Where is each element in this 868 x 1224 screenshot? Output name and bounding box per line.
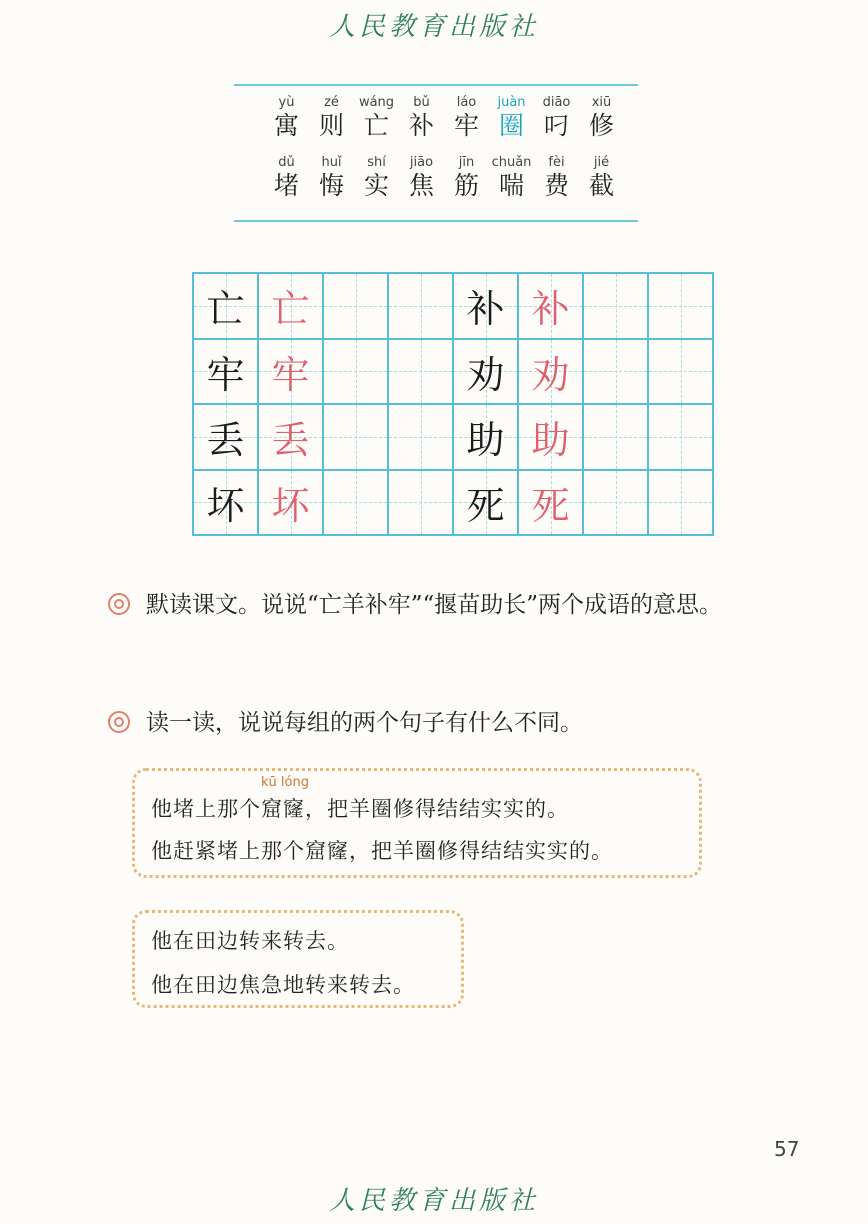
model-character: 丢 — [271, 418, 310, 463]
practice-character: 死 — [466, 483, 505, 528]
vocab-word — [534, 94, 579, 141]
vocab-word — [354, 154, 399, 201]
vocab-pinyin: chuǎn — [491, 155, 532, 170]
instruction-1 — [108, 580, 806, 630]
sentence: 他在田边转来转去。 — [151, 929, 349, 953]
vocab-word — [579, 154, 624, 201]
grid-cell — [518, 404, 583, 470]
vocab-character: 截 — [588, 171, 614, 200]
model-character: 死 — [531, 483, 570, 528]
vocab-character: 实 — [363, 171, 389, 200]
grid-cell — [518, 273, 583, 339]
character-writing-grid — [192, 272, 714, 536]
vocab-word — [489, 94, 534, 141]
vocab-pinyin: dǔ — [278, 155, 295, 170]
grid-cell — [258, 339, 323, 405]
grid-cell — [583, 273, 648, 339]
grid-cell — [193, 404, 258, 470]
sentence-group-1 — [132, 768, 702, 878]
vocab-character: 牢 — [453, 111, 479, 140]
vocab-character: 费 — [543, 171, 569, 200]
vocab-pinyin: huǐ — [321, 155, 342, 170]
model-character: 亡 — [271, 287, 310, 332]
vocab-pinyin: wáng — [358, 95, 395, 110]
vocab-row-2 — [264, 154, 624, 201]
vocab-word — [399, 94, 444, 141]
grid-cell — [648, 339, 713, 405]
vocab-character: 筋 — [453, 171, 479, 200]
grid-cell — [453, 273, 518, 339]
vocab-pinyin: xiū — [591, 95, 612, 110]
vocab-character: 喘 — [498, 171, 524, 200]
page-number: 57 — [774, 1137, 800, 1161]
model-character: 牢 — [271, 352, 310, 397]
seal-bullet-icon — [108, 593, 130, 615]
vocab-word — [309, 154, 354, 201]
grid-cell — [258, 273, 323, 339]
grid-cell — [193, 470, 258, 536]
publisher-footer: 人民教育出版社 — [328, 1186, 539, 1216]
practice-character: 劝 — [466, 352, 505, 397]
vocab-word — [444, 94, 489, 141]
sentence: 他在田边焦急地转来转去。 — [151, 973, 415, 997]
vocab-word — [444, 154, 489, 201]
instruction-text: 默读课文。说说“亡羊补牢”“揠苗助长”两个成语的意思。 — [146, 592, 723, 618]
vocab-pinyin: shí — [367, 155, 386, 170]
instruction-2 — [108, 698, 806, 748]
vocab-pinyin: jīn — [458, 155, 475, 170]
model-character: 坏 — [271, 483, 310, 528]
vocab-character: 堵 — [273, 171, 299, 200]
vocab-pinyin: bǔ — [413, 95, 430, 110]
vocab-character: 修 — [588, 111, 614, 140]
grid-cell — [648, 273, 713, 339]
vocab-character: 圈 — [498, 111, 524, 140]
vocab-character: 悔 — [318, 171, 344, 200]
grid-cell — [453, 339, 518, 405]
grid-cell — [583, 404, 648, 470]
instruction-text: 读一读，说说每组的两个句子有什么不同。 — [146, 710, 583, 736]
vocab-word — [489, 154, 534, 201]
vocab-character: 焦 — [408, 171, 434, 200]
grid-cell — [323, 404, 388, 470]
vocab-character: 亡 — [363, 111, 389, 140]
practice-character: 坏 — [206, 483, 245, 528]
vocab-pinyin: diāo — [542, 95, 571, 110]
vocab-character: 则 — [318, 111, 344, 140]
vocab-character: 补 — [408, 111, 434, 140]
publisher-header: 人民教育出版社 — [328, 12, 539, 42]
vocab-word — [309, 94, 354, 141]
vocab-pinyin: fèi — [548, 155, 565, 170]
grid-cell — [323, 470, 388, 536]
vocabulary-box — [234, 84, 638, 222]
sentence: 他赶紧堵上那个窟窿，把羊圈修得结结实实的。 — [151, 839, 613, 863]
grid-cell — [388, 273, 453, 339]
grid-cell — [193, 273, 258, 339]
vocab-pinyin: juàn — [497, 95, 526, 110]
practice-character: 亡 — [206, 287, 245, 332]
practice-character: 牢 — [206, 352, 245, 397]
grid-cell — [453, 470, 518, 536]
grid-cell — [453, 404, 518, 470]
grid-cell — [583, 339, 648, 405]
grid-cell — [193, 339, 258, 405]
grid-cell — [323, 273, 388, 339]
model-character: 劝 — [531, 352, 570, 397]
grid-cell — [583, 470, 648, 536]
grid-cell — [258, 404, 323, 470]
vocab-pinyin: jiāo — [409, 155, 434, 170]
sentence: 他堵上那个窟窿，把羊圈修得结结实实的。 — [151, 797, 569, 821]
grid-cell — [388, 404, 453, 470]
vocab-pinyin: yù — [278, 95, 295, 110]
practice-character: 丢 — [206, 418, 245, 463]
seal-bullet-icon — [108, 711, 130, 733]
vocab-pinyin: láo — [456, 95, 477, 110]
sentence-group-2 — [132, 910, 464, 1008]
grid-cell — [648, 470, 713, 536]
vocab-pinyin: zé — [324, 95, 339, 110]
practice-character: 补 — [466, 287, 505, 332]
pinyin-annotation: kū lóng — [261, 775, 309, 790]
vocab-row-1 — [264, 94, 624, 141]
grid-cell — [648, 404, 713, 470]
grid-cell — [323, 339, 388, 405]
model-character: 补 — [531, 287, 570, 332]
vocab-pinyin: jié — [593, 155, 610, 170]
vocab-character: 叼 — [543, 111, 569, 140]
grid-cell — [388, 470, 453, 536]
grid-cell — [518, 339, 583, 405]
vocab-word — [534, 154, 579, 201]
model-character: 助 — [531, 418, 570, 463]
grid-cell — [388, 339, 453, 405]
vocab-word — [579, 94, 624, 141]
vocab-word — [264, 94, 309, 141]
grid-cell — [258, 470, 323, 536]
practice-character: 助 — [466, 418, 505, 463]
vocab-word — [399, 154, 444, 201]
vocab-word — [354, 94, 399, 141]
vocab-character: 寓 — [273, 111, 299, 140]
vocab-word — [264, 154, 309, 201]
grid-cell — [518, 470, 583, 536]
